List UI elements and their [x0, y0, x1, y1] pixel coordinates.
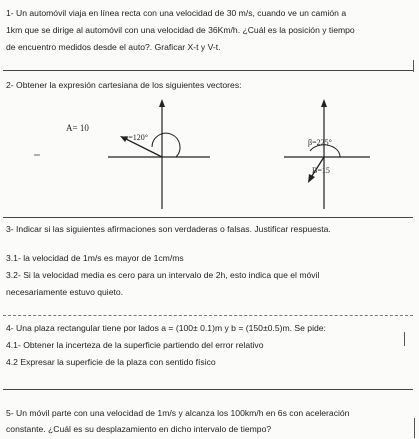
vector-a-label: A= 10 — [66, 123, 89, 133]
vector-b-label: B=15 — [312, 166, 330, 175]
q3-item-2-line-2: necesariamente estuvo quieto. — [6, 287, 124, 297]
margin-mark-1 — [413, 60, 414, 72]
q3-item-1: 3.1- la velocidad de 1m/s es mayor de 1cm/ms — [6, 253, 184, 263]
divider-4 — [3, 389, 413, 390]
left-axes — [108, 99, 210, 209]
q1-line-2: 1km que se dirige al automóvil con una velocidad de 36Km/h. ¿Cuál es la posición y tiempo — [6, 25, 355, 35]
vector-diagram — [0, 95, 419, 215]
q2-title: 2- Obtener la expresión cartesiana de los siguientes vectores: — [6, 80, 242, 90]
divider-1 — [3, 70, 413, 71]
right-axes — [284, 99, 370, 209]
q5-line-1: 5- Un móvil parte con una velocidad de 1m/s y alcanza los 100km/h en 6s con aceleración — [6, 408, 350, 418]
angle-alpha-label: α=120° — [124, 133, 148, 142]
q1-line-1: 1- Un automóvil viaja en línea recta con una velocidad de 30 m/s, cuando ve un camión a — [6, 8, 347, 18]
q3-item-2-line-1: 3.2- Si la velocidad media es cero para un intervalo de 2h, esto indica que el móvil — [6, 270, 320, 280]
margin-mark-3 — [414, 418, 415, 438]
q3-title: 3- Indicar si las siguientes afirmaciones son verdaderas o falsas. Justificar respuesta. — [6, 224, 331, 234]
q4-item-2: 4.2 Expresar la superficie de la plaza con sentido físico — [6, 357, 216, 367]
margin-mark-2 — [404, 332, 405, 346]
angle-beta-label: β=225° — [308, 138, 332, 147]
q4-item-1: 4.1- Obtener la incerteza de la superficie partiendo del error relativo — [6, 340, 264, 350]
divider-2 — [3, 217, 413, 218]
q4-title: 4- Una plaza rectangular tiene por lados a = (100± 0.1)m y b = (150±0.5)m. Se pide: — [6, 323, 326, 333]
q1-line-3: de encuentro medidos desde el auto?. Graficar X-t y V-t. — [6, 42, 221, 52]
q5-line-2: constante. ¿Cuál es su desplazamiento en dicho intervalo de tiempo? — [6, 424, 272, 434]
divider-3 — [3, 315, 413, 316]
